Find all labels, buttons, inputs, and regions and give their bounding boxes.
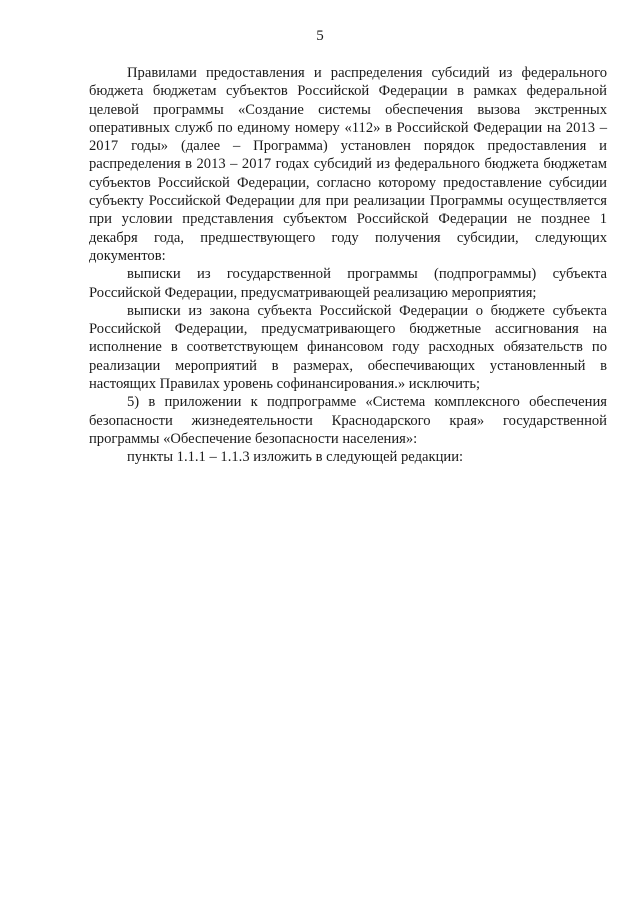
page-number: 5: [316, 28, 324, 44]
document-body: [89, 64, 607, 467]
paragraph-item-5: 5) в приложении к подпрограмме «Система комплексного обеспечения безопасности жизнедеятельности Краснодарского края» государственной программы «Обеспечение безопасности населения»:: [89, 394, 607, 447]
paragraph-budget-law-extracts: выписки из закона субъекта Российской Федерации о бюджете субъекта Российской Федерации, предусматривающего бюджетные ассигнования на исполнение в соответствующем финансовом году расходных обязательств по реализации мероприятий в размерах, обеспечивающих установленный в настоящих Правилах уровень софинансирования.» исключить;: [89, 302, 607, 393]
paragraph-rules: Правилами предоставления и распределения субсидий из федерального бюджета бюджетам субъектов Российской Федерации в рамках федеральной целевой программы «Создание системы обеспечения вызова экстренных оперативных служб по единому номеру «112» в Российской Федерации на 2013 – 2017 годы» (далее – Программа) установлен порядок предоставления и распределения в 2013 – 2017 годах субсидий из федерального бюджета бюджетам субъектов Российской Федерации, согласно которому предоставление субсидии субъекту Российской Федерации для при реализации Программы осуществляется при условии представления субъектом Российской Федерации не позднее 1 декабря года, предшествующего году получения субсидии, следующих документов:: [89, 65, 607, 264]
paragraph-program-extracts: выписки из государственной программы (подпрограммы) субъекта Российской Федерации, предусматривающей реализацию мероприятия;: [89, 266, 607, 301]
paragraph-points-amendment: пункты 1.1.1 – 1.1.3 изложить в следующей редакции:: [127, 449, 464, 466]
